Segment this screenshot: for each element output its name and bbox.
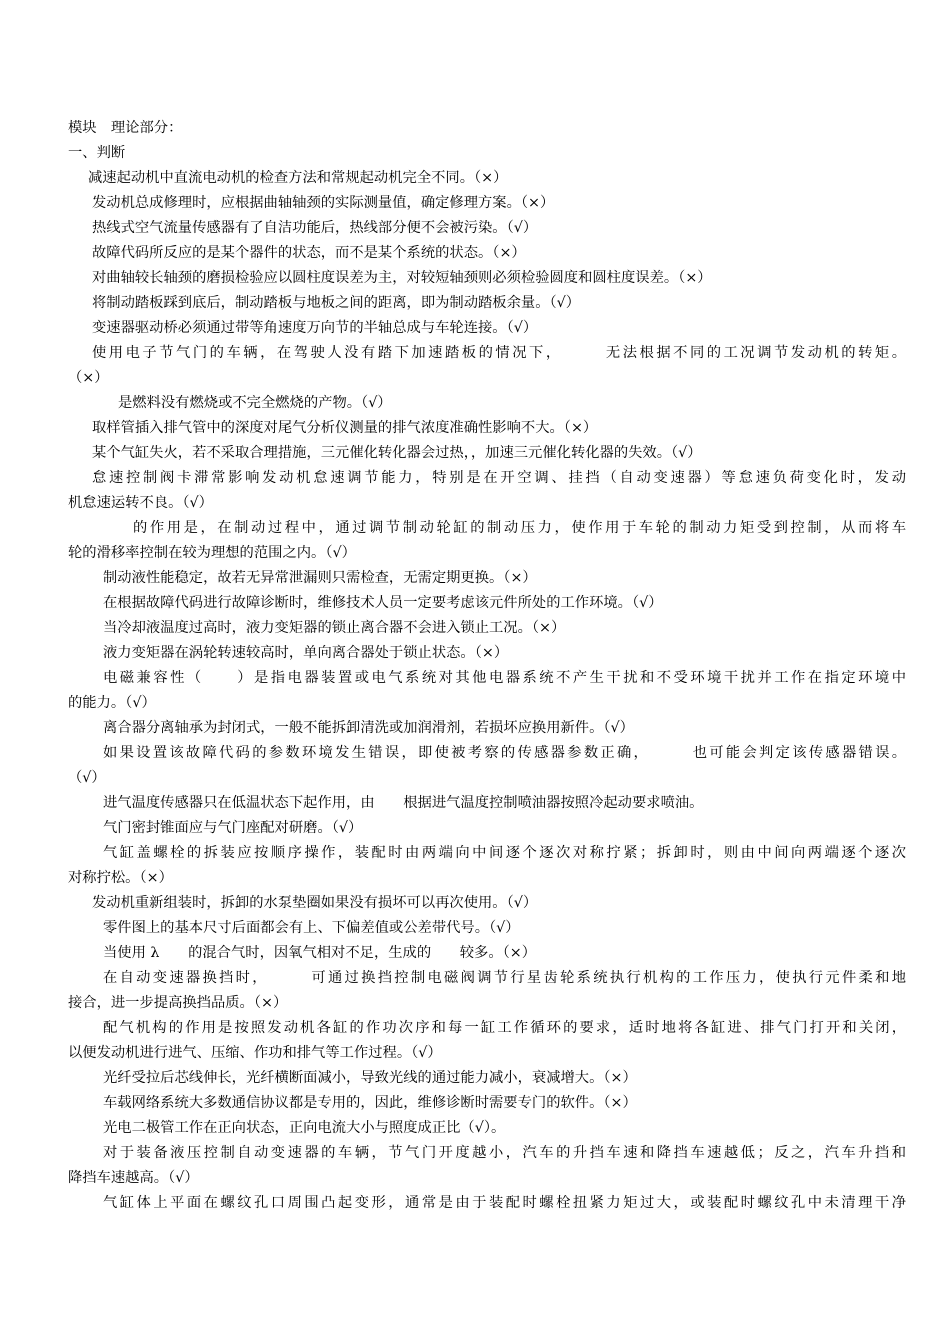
section-heading: 模块 理论部分： bbox=[68, 120, 183, 136]
text-line: 减速起动机中直流电动机的检查方法和常规起动机完全不同。（×） bbox=[88, 170, 508, 186]
text-line: 取样管插入排气管中的深度对尾气分析仪测量的排气浓度准确性影响不大。（×） bbox=[92, 420, 598, 436]
text-line: 使用电子节气门的车辆，在驾驶人没有踏下加速踏板的情况下， 无法根据不同的工况调节发动机的转矩。 bbox=[92, 345, 906, 361]
text-line: 进气温度传感器只在低温状态下起作用，由 根据进气温度控制喷油器按照冷起动要求喷油。 bbox=[103, 795, 704, 811]
text-line: 降挡车速越高。（√） bbox=[68, 1170, 199, 1186]
text-line: 光纤受拉后芯线伸长，光纤横断面减小，导致光线的通过能力减小，衰减增大。（×） bbox=[103, 1070, 637, 1086]
text-line: 当使用 λ 的混合气时，因氧气相对不足，生成的 较多。（×） bbox=[103, 945, 537, 961]
section-heading: 一、判断 bbox=[68, 145, 126, 161]
text-line: 零件图上的基本尺寸后面都会有上、下偏差值或公差带代号。（√） bbox=[103, 920, 520, 936]
text-line: 电磁兼容性（ ）是指电器装置或电气系统对其他电器系统不产生干扰和不受环境干扰并工作在指定环境中 bbox=[103, 670, 906, 686]
text-line: 制动液性能稳定，故若无异常泄漏则只需检查，无需定期更换。（×） bbox=[103, 570, 537, 586]
text-line: 的能力。（√） bbox=[68, 695, 156, 711]
text-line: 热线式空气流量传感器有了自洁功能后，热线部分便不会被污染。（√） bbox=[92, 220, 538, 236]
text-line: 气缸体上平面在螺纹孔口周围凸起变形，通常是由于装配时螺栓扭紧力矩过大，或装配时螺纹孔中未清理干净 bbox=[103, 1195, 906, 1211]
text-line: 如果设置该故障代码的参数环境发生错误，即使被考察的传感器参数正确， 也可能会判定该传感器错误。 bbox=[103, 745, 906, 761]
text-line: 车载网络系统大多数通信协议都是专用的，因此，维修诊断时需要专门的软件。（×） bbox=[103, 1095, 637, 1111]
text-line: 气门密封锥面应与气门座配对研磨。（√） bbox=[103, 820, 363, 836]
text-line: 机怠速运转不良。（√） bbox=[68, 495, 213, 511]
text-line: 配气机构的作用是按照发动机各缸的作功次序和每一缸工作循环的要求，适时地将各缸进、排气门打开和关闭， bbox=[103, 1020, 906, 1036]
text-line: 某个气缸失火，若不采取合理措施，三元催化转化器会过热，，加速三元催化转化器的失效。（√） bbox=[92, 445, 702, 461]
text-line: 接合，进一步提高换挡品质。（×） bbox=[68, 995, 288, 1011]
text-line: 发动机总成修理时，应根据曲轴轴颈的实际测量值，确定修理方案。（×） bbox=[92, 195, 555, 211]
text-line: 对于装备液压控制自动变速器的车辆，节气门开度越小，汽车的升挡车速和降挡车速越低；反之，汽车升挡和 bbox=[103, 1145, 906, 1161]
text-line: 光电二极管工作在正向状态，正向电流大小与照度成正比（√）。 bbox=[103, 1120, 506, 1136]
text-line: 的作用是，在制动过程中，通过调节制动轮缸的制动压力，使作用于车轮的制动力矩受到控制，从而将车 bbox=[133, 520, 906, 536]
text-line: 将制动踏板踩到底后，制动踏板与地板之间的距离，即为制动踏板余量。（√） bbox=[92, 295, 581, 311]
text-line: 气缸盖螺栓的拆装应按顺序操作，装配时由两端向中间逐个逐次对称拧紧；拆卸时，则由中间向两端逐个逐次 bbox=[103, 845, 906, 861]
text-line: 以便发动机进行进气、压缩、作功和排气等工作过程。（√） bbox=[68, 1045, 442, 1061]
text-line: （×） bbox=[68, 370, 109, 386]
text-line: 液力变矩器在涡轮转速较高时，单向离合器处于锁止状态。（×） bbox=[103, 645, 509, 661]
text-line: 故障代码所反应的是某个器件的状态，而不是某个系统的状态。（×） bbox=[92, 245, 526, 261]
text-line: 在根据故障代码进行故障诊断时，维修技术人员一定要考虑该元件所处的工作环境。（√） bbox=[103, 595, 663, 611]
text-line: 是燃料没有燃烧或不完全燃烧的产物。（√） bbox=[118, 395, 392, 411]
text-line: 发动机重新组装时，拆卸的水泵垫圈如果没有损坏可以再次使用。（√） bbox=[92, 895, 538, 911]
text-line: 当冷却液温度过高时，液力变矩器的锁止离合器不会进入锁止工况。（×） bbox=[103, 620, 566, 636]
text-line: 离合器分离轴承为封闭式，一般不能拆卸清洗或加润滑剂，若损坏应换用新件。（√） bbox=[103, 720, 634, 736]
text-line: 轮的滑移率控制在较为理想的范围之内。（√） bbox=[68, 545, 356, 561]
text-line: 对称拧松。（×） bbox=[68, 870, 173, 886]
text-line: 怠速控制阀卡滞常影响发动机怠速调节能力，特别是在开空调、挂挡（自动变速器）等怠速负荷变化时，发动 bbox=[92, 470, 906, 486]
text-line: （√） bbox=[68, 770, 106, 786]
text-line: 变速器驱动桥必须通过带等角速度万向节的半轴总成与车轮连接。（√） bbox=[92, 320, 538, 336]
text-line: 对曲轴较长轴颈的磨损检验应以圆柱度误差为主，对较短轴颈则必须检验圆度和圆柱度误差。（×） bbox=[92, 270, 712, 286]
text-line: 在自动变速器换挡时， 可通过换挡控制电磁阀调节行星齿轮系统执行机构的工作压力，使执行元件柔和地 bbox=[103, 970, 906, 986]
